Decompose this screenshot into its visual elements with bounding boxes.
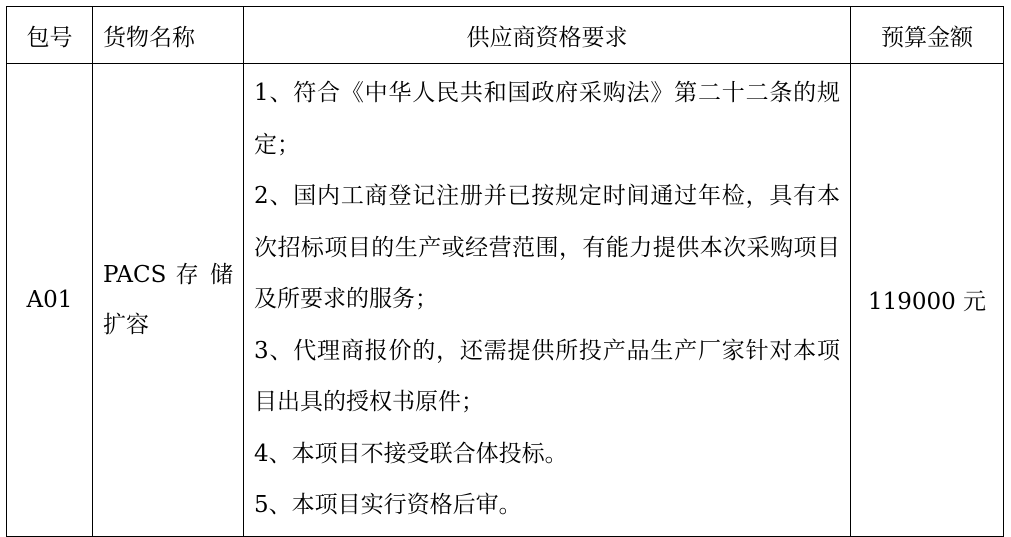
package-cell: A01 xyxy=(7,64,93,537)
requirement-item: 5、本项目实行资格后审。 xyxy=(254,492,522,518)
table-header-row xyxy=(7,7,1004,64)
goods-name-cell: PACS 存 储 扩容 xyxy=(93,64,244,537)
header-budget: 预算金额 xyxy=(851,7,1004,64)
requirement-item: 4、本项目不接受联合体投标。 xyxy=(254,440,568,467)
requirement-item: 3、代理商报价的，还需提供所投产品生产厂家针对本项目出具的授权书原件； xyxy=(254,337,840,415)
requirements-cell xyxy=(244,64,851,537)
requirement-item: 1、符合《中华人民共和国政府采购法》第二十二条的规定； xyxy=(254,80,840,158)
header-requirements: 供应商资格要求 xyxy=(244,7,851,64)
budget-cell: 119000 元 xyxy=(851,64,1004,537)
header-package: 包号 xyxy=(7,7,93,64)
header-goods-name: 货物名称 xyxy=(93,7,244,64)
supplier-requirements-table xyxy=(6,6,1004,537)
table-row xyxy=(7,64,1004,537)
requirement-item: 2、国内工商登记注册并已按规定时间通过年检，具有本次招标项目的生产或经营范围，有能力提供本次采购项目及所要求的服务； xyxy=(254,183,840,312)
